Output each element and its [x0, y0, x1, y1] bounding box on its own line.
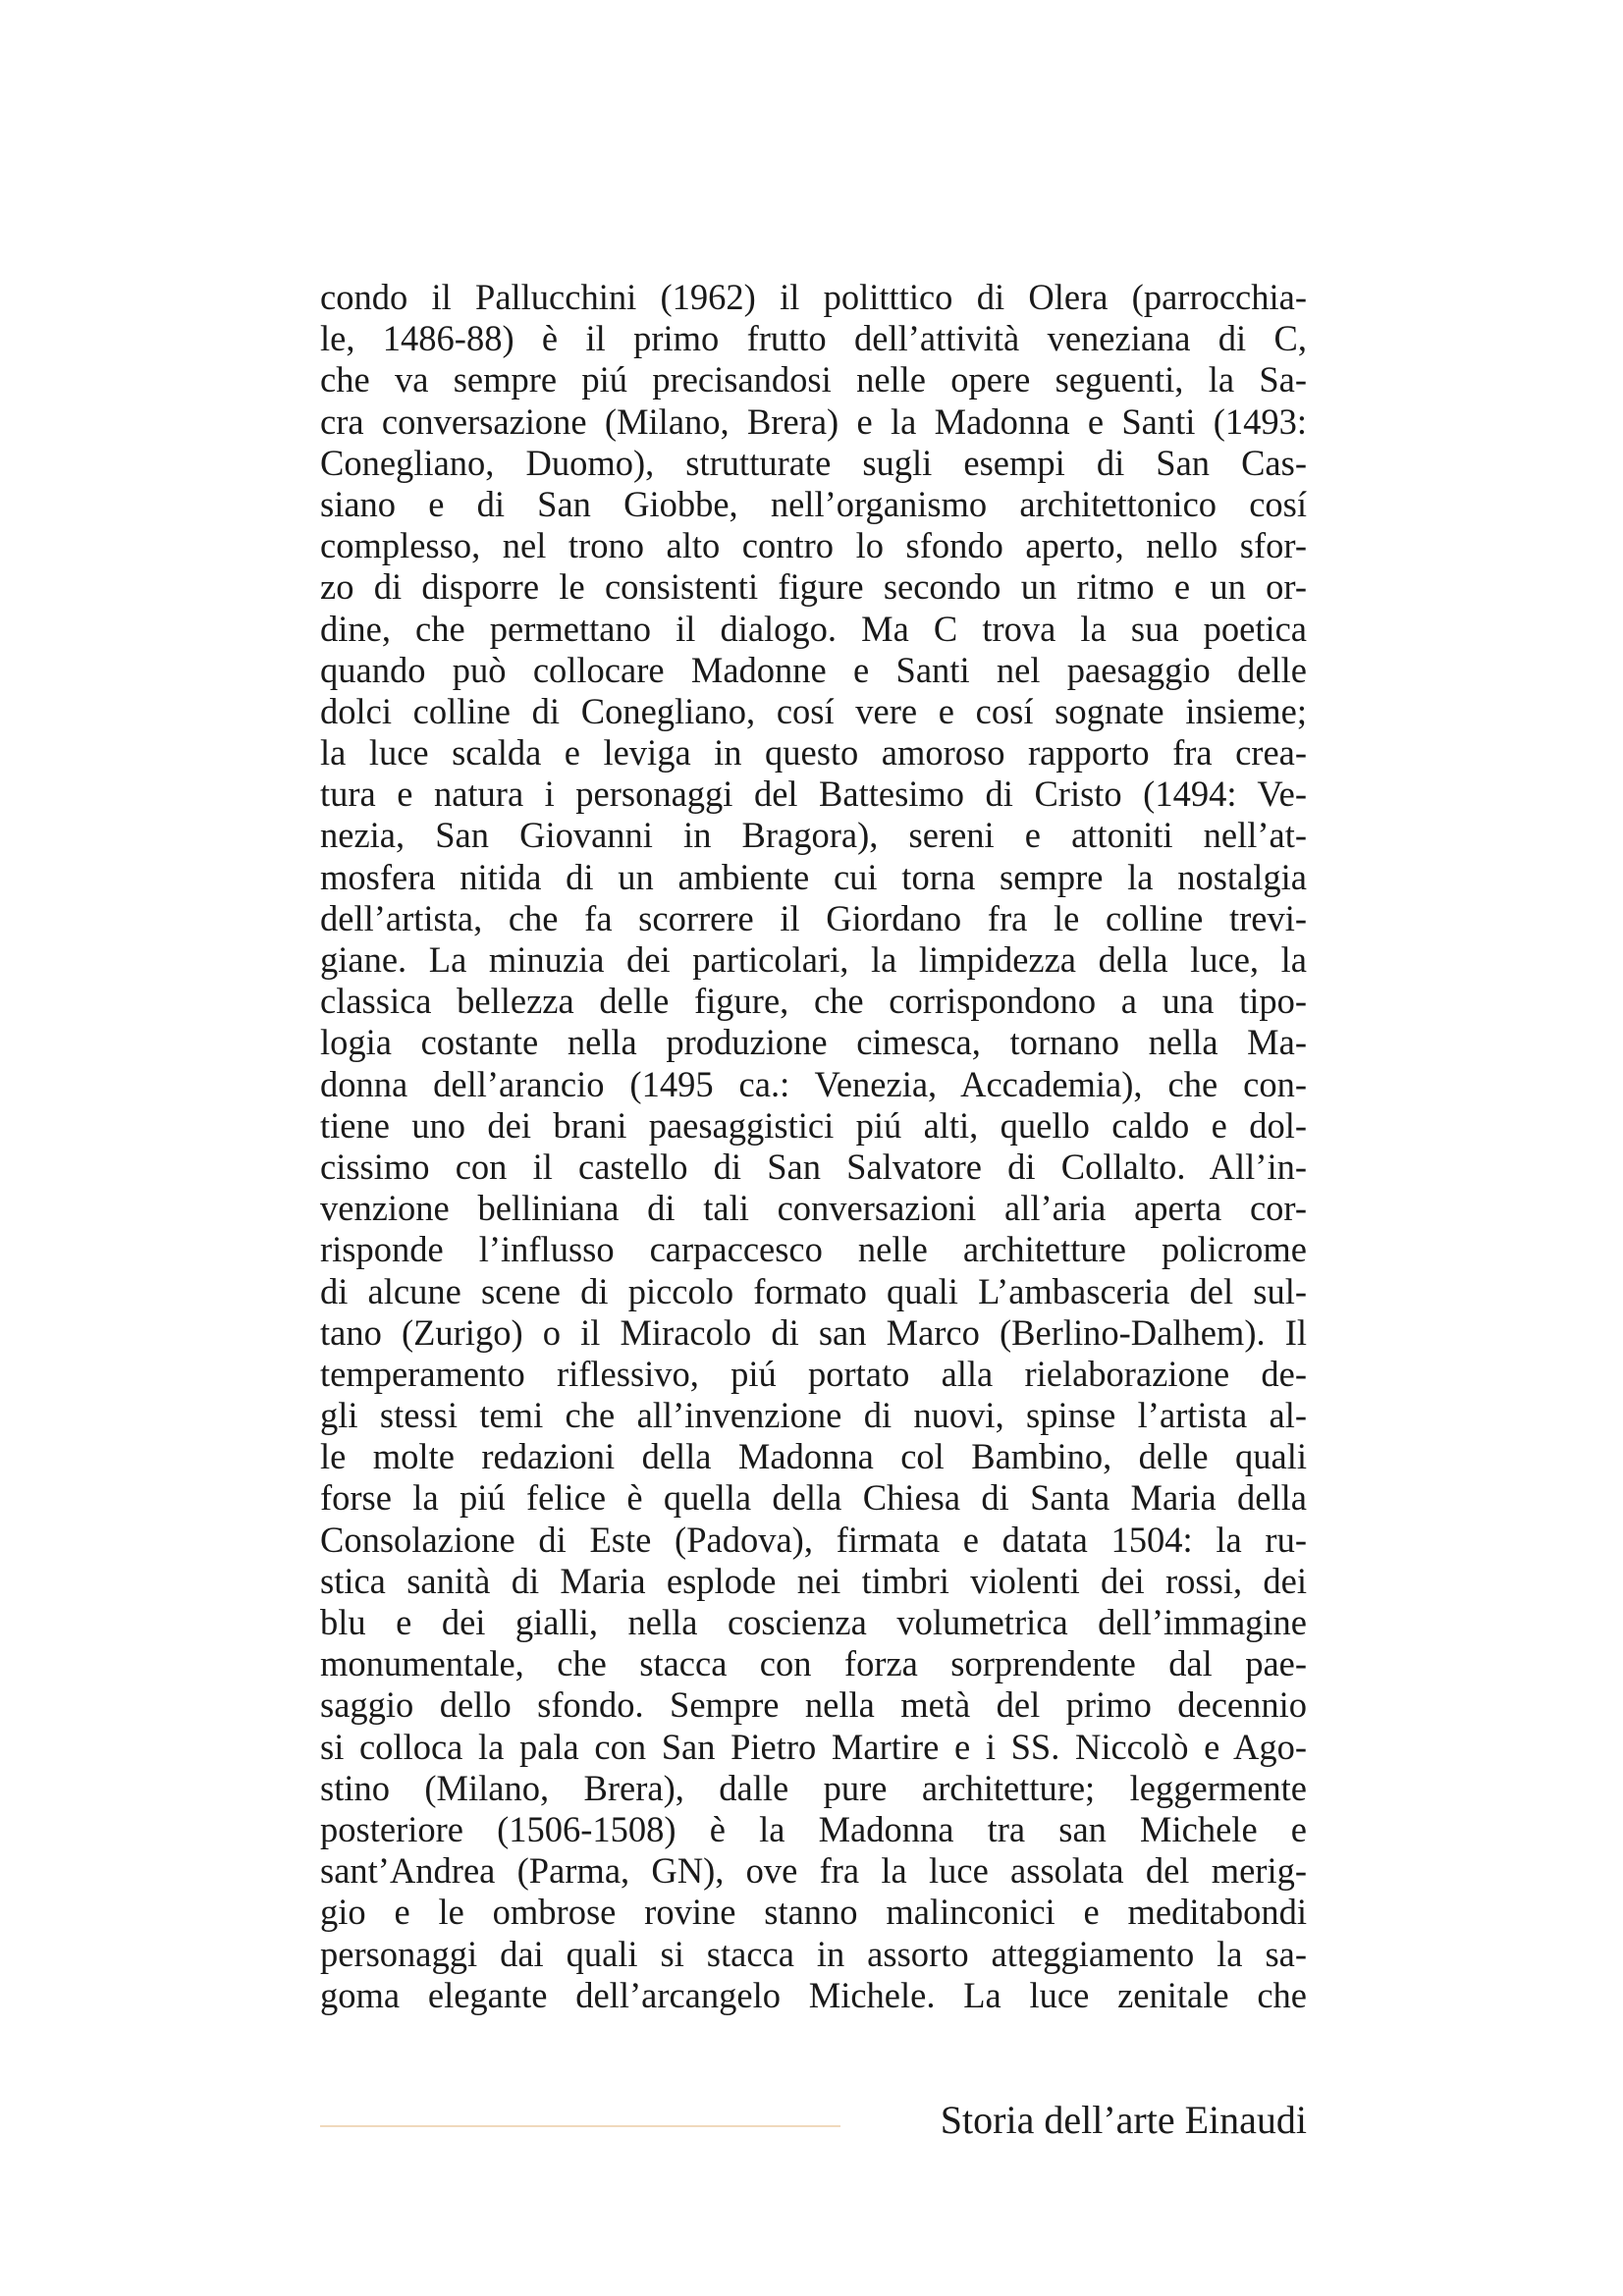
text-line: che va sempre piú precisandosi nelle opere seguenti, la Sa- — [320, 359, 1307, 400]
text-line: goma elegante dell’arcangelo Michele. La luce zenitale che — [320, 1974, 1307, 2015]
text-line: venzione belliniana di tali conversazioni all’aria aperta cor- — [320, 1188, 1307, 1229]
text-line: dine, che permettano il dialogo. Ma C trova la sua poetica — [320, 608, 1307, 649]
text-line: Conegliano, Duomo), strutturate sugli esempi di San Cas- — [320, 442, 1307, 483]
text-line: dolci colline di Conegliano, cosí vere e cosí sognate insieme; — [320, 690, 1307, 731]
page-footer — [320, 2091, 1307, 2150]
text-line: logia costante nella produzione cimesca, tornano nella Ma- — [320, 1022, 1307, 1063]
text-line: gio e le ombrose rovine stanno malinconici e meditabondi — [320, 1892, 1307, 1933]
text-line: Consolazione di Este (Padova), firmata e datata 1504: la ru- — [320, 1519, 1307, 1560]
text-line: nezia, San Giovanni in Bragora), sereni e attoniti nell’at- — [320, 815, 1307, 856]
footer-title: Storia dell’arte Einaudi — [940, 2098, 1307, 2142]
text-line: cissimo con il castello di San Salvatore di Collalto. All’in- — [320, 1146, 1307, 1187]
text-line: si colloca la pala con San Pietro Martire e i SS. Niccolò e Ago- — [320, 1726, 1307, 1767]
text-line: stino (Milano, Brera), dalle pure architetture; leggermente — [320, 1767, 1307, 1808]
text-line: di alcune scene di piccolo formato quali L’ambasceria del sul- — [320, 1270, 1307, 1311]
text-line: tano (Zurigo) o il Miracolo di san Marco (Berlino-Dalhem). Il — [320, 1311, 1307, 1353]
text-line: posteriore (1506-1508) è la Madonna tra san Michele e — [320, 1808, 1307, 1849]
text-line: stica sanità di Maria esplode nei timbri violenti dei rossi, dei — [320, 1560, 1307, 1601]
text-line: le, 1486-88) è il primo frutto dell’attività veneziana di C, — [320, 318, 1307, 359]
text-line: le molte redazioni della Madonna col Bambino, delle quali — [320, 1436, 1307, 1477]
text-line: donna dell’arancio (1495 ca.: Venezia, Accademia), che con- — [320, 1063, 1307, 1104]
text-line: forse la piú felice è quella della Chiesa di Santa Maria della — [320, 1477, 1307, 1519]
text-line: cra conversazione (Milano, Brera) e la Madonna e Santi (1493: — [320, 400, 1307, 442]
text-line: siano e di San Giobbe, nell’organismo architettonico cosí — [320, 483, 1307, 524]
text-line: dell’artista, che fa scorrere il Giordano fra le colline trevi- — [320, 897, 1307, 938]
text-line: gli stessi temi che all’invenzione di nuovi, spinse l’artista al- — [320, 1395, 1307, 1436]
footer-divider — [320, 2125, 840, 2127]
text-line: condo il Pallucchini (1962) il politttico di Olera (parrocchia- — [320, 277, 1307, 317]
text-line: mosfera nitida di un ambiente cui torna sempre la nostalgia — [320, 856, 1307, 897]
text-line: complesso, nel trono alto contro lo sfondo aperto, nello sfor- — [320, 525, 1307, 566]
text-line: temperamento riflessivo, piú portato alla rielaborazione de- — [320, 1353, 1307, 1394]
text-line: zo di disporre le consistenti figure secondo un ritmo e un or- — [320, 566, 1307, 608]
text-line: sant’Andrea (Parma, GN), ove fra la luce assolata del merig- — [320, 1850, 1307, 1892]
text-line: quando può collocare Madonne e Santi nel paesaggio delle — [320, 649, 1307, 690]
text-line: blu e dei gialli, nella coscienza volumetrica dell’immagine — [320, 1602, 1307, 1642]
text-line: monumentale, che stacca con forza sorprendente dal pae- — [320, 1643, 1307, 1684]
text-line: personaggi dai quali si stacca in assorto atteggiamento la sa- — [320, 1933, 1307, 1974]
text-line: giane. La minuzia dei particolari, la limpidezza della luce, la — [320, 939, 1307, 980]
text-line: classica bellezza delle figure, che corrispondono a una tipo- — [320, 981, 1307, 1022]
text-line: la luce scalda e leviga in questo amoroso rapporto fra crea- — [320, 732, 1307, 774]
body-text — [320, 277, 1307, 2016]
text-line: tiene uno dei brani paesaggistici piú alti, quello caldo e dol- — [320, 1104, 1307, 1146]
text-line: risponde l’influsso carpaccesco nelle architetture policrome — [320, 1229, 1307, 1270]
text-line: saggio dello sfondo. Sempre nella metà del primo decennio — [320, 1684, 1307, 1726]
text-line: tura e natura i personaggi del Battesimo di Cristo (1494: Ve- — [320, 774, 1307, 815]
